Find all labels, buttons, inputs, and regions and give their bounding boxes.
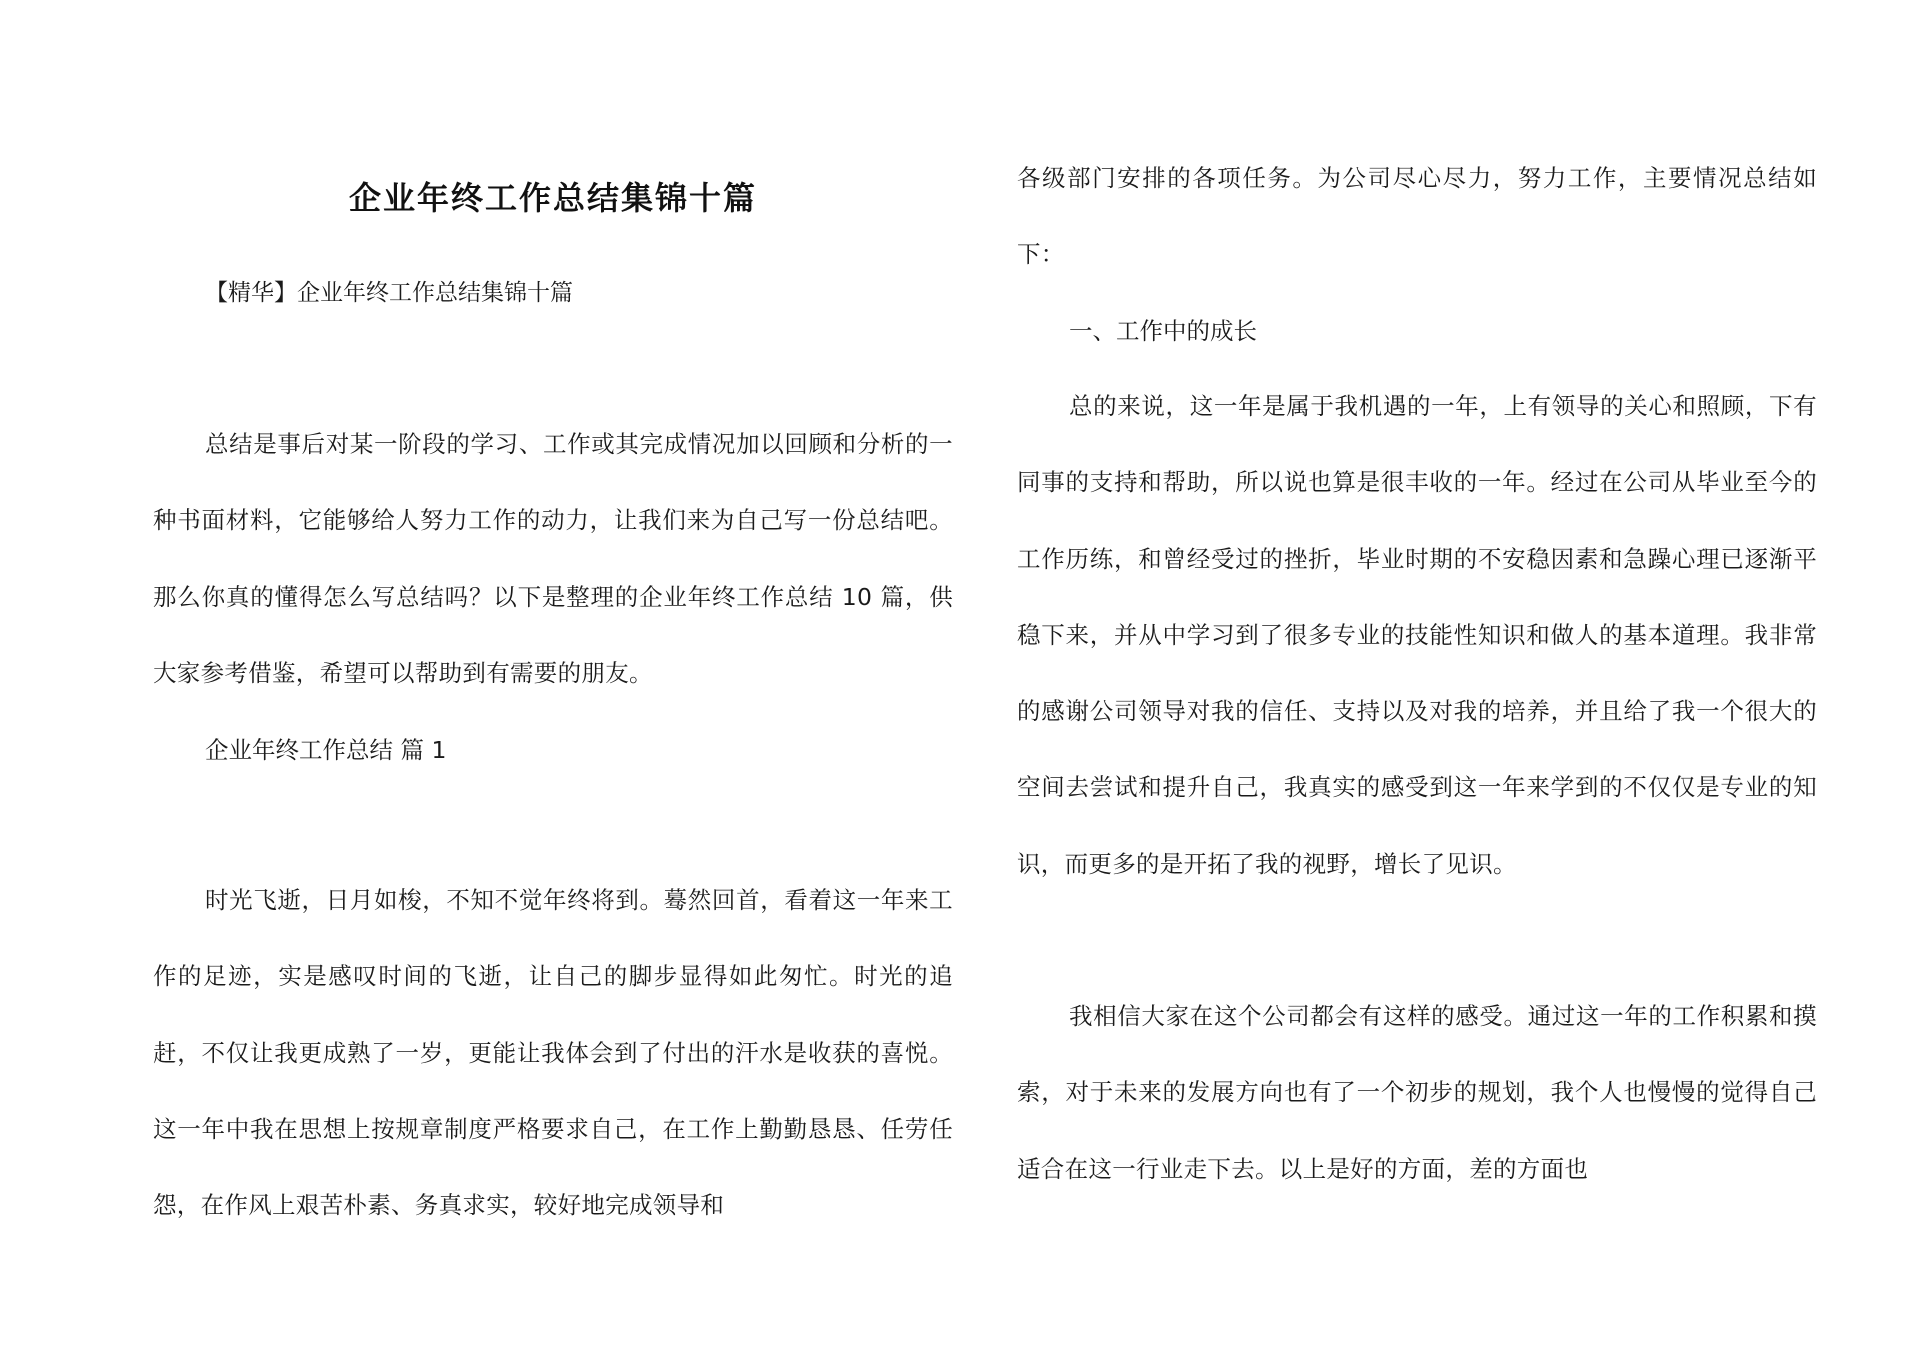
- document-subtitle: 【精华】企业年终工作总结集锦十篇: [205, 280, 573, 306]
- intro-paragraph: 总结是事后对某一阶段的学习、工作或其完成情况加以回顾和分析的一种书面材料，它能够给人努力工作的动力，让我们来为自己写一份总结吧。那么你真的懂得怎么写总结吗？以下是整理的企业年终工作总结 10 篇，供大家参考借鉴，希望可以帮助到有需要的朋友。: [153, 430, 953, 687]
- feelings-paragraph: 我相信大家在这个公司都会有这样的感受。通过这一年的工作积累和摸索，对于未来的发展方向也有了一个初步的规划，我个人也慢慢的觉得自己适合在这一行业走下去。以上是好的方面，差的方面也: [1017, 1002, 1817, 1183]
- continuation-paragraph: 各级部门安排的各项任务。为公司尽心尽力，努力工作，主要情况总结如下：: [1017, 164, 1817, 269]
- growth-heading: 一、工作中的成长: [1069, 317, 1257, 345]
- growth-paragraph: 总的来说，这一年是属于我机遇的一年，上有领导的关心和照顾，下有同事的支持和帮助，所以说也算是很丰收的一年。经过在公司从毕业至今的工作历练，和曾经受过的挫折，毕业时期的不安稳因素和急躁心理已逐渐平稳下来，并从中学习到了很多专业的技能性知识和做人的基本道理。我非常的感谢公司领导对我的信任、支持以及对我的培养，并且给了我一个很大的空间去尝试和提升自己，我真实的感受到这一年来学到的不仅仅是专业的知识，而更多的是开拓了我的视野，增长了见识。: [1017, 392, 1817, 878]
- section-1-paragraph: 时光飞逝，日月如梭，不知不觉年终将到。蓦然回首，看着这一年来工作的足迹，实是感叹时间的飞逝，让自己的脚步显得如此匆忙。时光的追赶，不仅让我更成熟了一岁，更能让我体会到了付出的汗水是收获的喜悦。这一年中我在思想上按规章制度严格要求自己，在工作上勤勤恳恳、任劳任怨，在作风上艰苦朴素、务真求实，较好地完成领导和: [153, 886, 953, 1220]
- document-title: 企业年终工作总结集锦十篇: [348, 179, 757, 217]
- section-heading-1: 企业年终工作总结 篇 1: [205, 736, 447, 764]
